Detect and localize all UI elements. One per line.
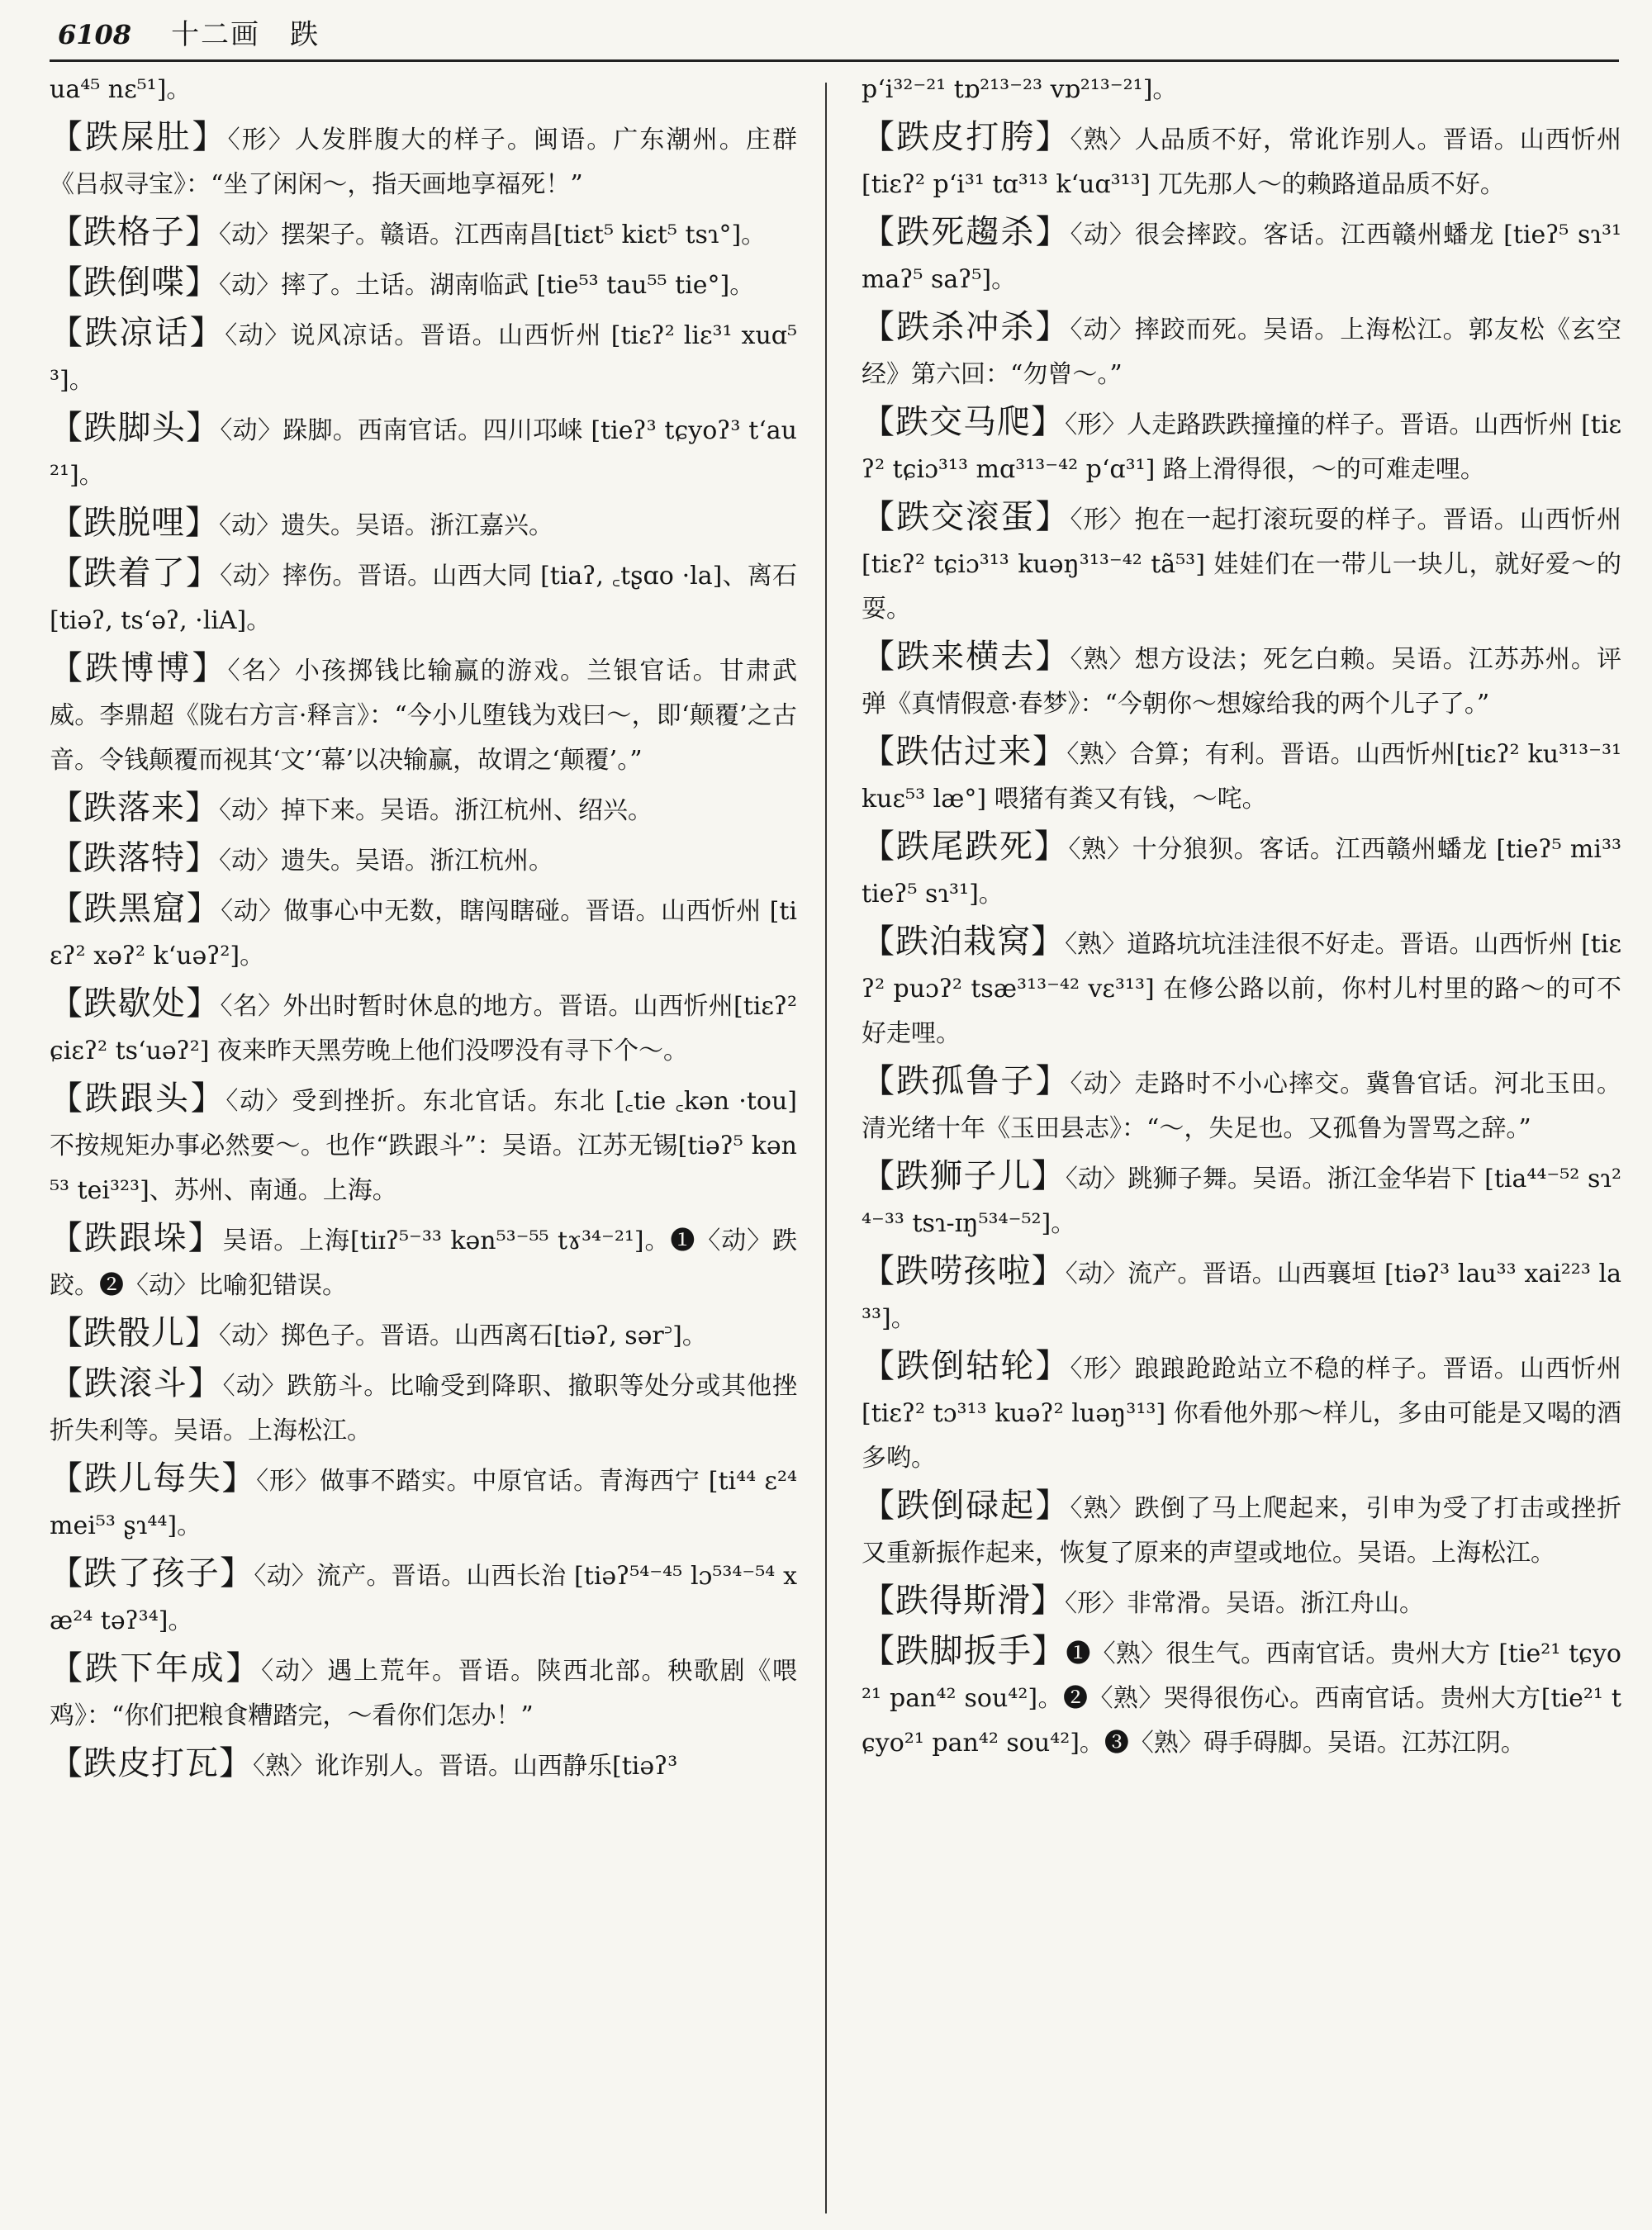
entry-definition: 〈动〉流产。晋语。山西长治 [tiəʔ⁵⁴⁻⁴⁵ lɔ⁵³⁴⁻⁵⁴ xæ²⁴ təʔ³⁴]。 (50, 1562, 797, 1635)
dictionary-entry (862, 1629, 1621, 1766)
entry-definition: p‘i³²⁻²¹ tɒ²¹³⁻²³ vɒ²¹³⁻²¹]。 (862, 75, 1178, 104)
entry-definition: 〈动〉受到挫折。东北官话。东北 [꜀tie ꜀kən ·tou] 不按规矩办事必然要～。也作“跌跟斗”：吴语。江苏无锡[tiəʔ⁵ kən⁵³ tei³²³]、苏州、南通。上海。 (50, 1087, 797, 1205)
entry-definition: 〈名〉外出时暂时休息的地方。晋语。山西忻州[tiɛʔ² ɕiɛʔ² ts‘uəʔ²] 夜来昨天黑劳晚上他们没啰没有寻下个～。 (50, 992, 798, 1065)
dictionary-entry (50, 646, 797, 783)
entry-headword: 【跌唠孩啦】 (862, 1252, 1066, 1290)
page-running-title: 十二画 跌 (171, 18, 320, 51)
entry-headword: 【跌格子】 (50, 213, 219, 251)
entry-headword: 【跌凉话】 (50, 314, 225, 352)
entry-definition: 〈形〉抱在一起打滚玩耍的样子。晋语。山西忻州 [tiɛʔ² tɕiɔ³¹³ kuəŋ³¹³⁻⁴² tã⁵³] 娃娃们在一带儿一块儿，就好爱～的耍。 (862, 505, 1622, 624)
dictionary-entry (50, 68, 797, 112)
entry-definition: 〈形〉人走路跌跌撞撞的样子。晋语。山西忻州 [tiɛʔ² tɕiɔ³¹³ mɑ³¹³⁻⁴² p‘ɑ³¹] 路上滑得很，～的可难走哩。 (862, 410, 1621, 484)
entry-headword: 【跌皮打瓦】 (50, 1744, 253, 1782)
dictionary-entry (50, 551, 797, 643)
entry-headword: 【跌脚头】 (50, 409, 221, 447)
entry-definition: 〈熟〉讹诈别人。晋语。山西静乐[tiəʔ³ (253, 1752, 678, 1781)
entry-definition: 〈动〉跳狮子舞。吴语。浙江金华岩下 [tia⁴⁴⁻⁵² sɿ²⁴⁻³³ tsɿ-ɪŋ⁵³⁴⁻⁵²]。 (862, 1165, 1621, 1238)
left-column (50, 68, 797, 1791)
page-number: 6108 (58, 19, 132, 50)
dictionary-entry (50, 406, 797, 498)
entry-definition: 〈动〉遇上荒年。晋语。陕西北部。秧歌剧《喂鸡》：“你们把粮食糟踏完，～看你们怎办！” (50, 1657, 798, 1730)
dictionary-entry (862, 919, 1621, 1056)
dictionary-entry (862, 1249, 1621, 1341)
entry-headword: 【跌孤鲁子】 (862, 1062, 1070, 1100)
dictionary-entry (50, 1456, 797, 1549)
entry-definition: 〈熟〉道路坑坑洼洼很不好走。晋语。山西忻州 [tiɛʔ² puɔʔ² tsæ³¹³⁻⁴² vɛ³¹³] 在修公路以前，你村儿村里的路～的可不好走哩。 (862, 930, 1621, 1048)
entry-headword: 【跌倒喋】 (50, 263, 219, 301)
entry-headword: 【跌估过来】 (862, 733, 1067, 771)
page-header (58, 12, 1619, 55)
entry-definition: 〈动〉摔跤而死。吴语。上海松江。郭友松《玄空经》第六回：“勿曾～。” (862, 316, 1622, 389)
entry-definition: 〈名〉小孩掷钱比输赢的游戏。兰银官话。甘肃武威。李鼎超《陇右方言·释言》：“今小儿堕钱为戏曰～，即‘颠覆’之古音。令钱颠覆而视其‘文’‘幕’以决输赢，故谓之‘颠覆’。” (50, 657, 798, 775)
entry-definition: 〈动〉跌筋斗。比喻受到降职、撤职等处分或其他挫折失利等。吴语。上海松江。 (50, 1372, 798, 1445)
dictionary-entry (50, 1551, 797, 1644)
entry-headword: 【跌骰儿】 (50, 1314, 219, 1352)
entry-headword: 【跌脚扳手】 (862, 1632, 1066, 1670)
dictionary-entry (50, 1076, 797, 1213)
entry-headword: 【跌来横去】 (862, 638, 1070, 676)
entry-headword: 【跌下年成】 (50, 1649, 262, 1687)
dictionary-entry (862, 1578, 1621, 1626)
entry-definition: 〈动〉很会摔跤。客话。江西赣州蟠龙 [tieʔ⁵ sɿ³¹ maʔ⁵ saʔ⁵]。 (862, 221, 1622, 294)
dictionary-entry (50, 981, 797, 1074)
dictionary-entry (862, 1483, 1621, 1576)
dictionary-entry (50, 1741, 797, 1789)
entry-headword: 【跌博博】 (50, 649, 228, 687)
entry-headword: 【跌落特】 (50, 839, 219, 877)
dictionary-entry (862, 68, 1621, 112)
header-rule (50, 59, 1619, 62)
entry-definition: 〈动〉遗失。吴语。浙江杭州。 (219, 847, 553, 875)
dictionary-entry (862, 400, 1621, 492)
dictionary-entry (50, 311, 797, 403)
dictionary-entry (862, 1059, 1621, 1151)
column-divider (825, 83, 827, 2213)
entry-definition: 〈熟〉跌倒了马上爬起来，引申为受了打击或挫折又重新振作起来，恢复了原来的声望或地位。吴语。上海松江。 (862, 1494, 1622, 1568)
entry-definition: 〈形〉非常滑。吴语。浙江舟山。 (1065, 1589, 1424, 1618)
entry-definition: 〈动〉掷色子。晋语。山西离石[tiəʔ, sər꜄]。 (219, 1321, 707, 1350)
entry-definition: 〈形〉踉踉跄跄站立不稳的样子。晋语。山西忻州 [tiɛʔ² tɔ³¹³ kuəʔ² luəŋ³¹³] 你看他外那～样儿，多由可能是又喝的酒多哟。 (862, 1355, 1622, 1473)
entry-definition: 〈动〉流产。晋语。山西襄垣 [tiəʔ³ lau³³ xai²²³ la³³]。 (862, 1260, 1621, 1333)
entry-definition: 〈动〉摔伤。晋语。山西大同 [tiaʔ, ꜀tʂɑo ·la]、离石 [tiəʔ, ts‘əʔ, ·liA]。 (50, 562, 798, 635)
entry-definition: ❶〈熟〉很生气。西南官话。贵州大方 [tie²¹ tɕyo²¹ pan⁴² sou⁴²]。❷〈熟〉哭得很伤心。西南官话。贵州大方[tie²¹ tɕyo²¹ pan⁴² sou⁴²]。❸〈熟〉碍手碍脚。吴语。江苏江阴。 (862, 1639, 1621, 1758)
entry-headword: 【跌跟头】 (50, 1079, 226, 1117)
entry-headword: 【跌杀冲杀】 (862, 308, 1070, 346)
entry-definition: 〈熟〉人品质不好，常讹诈别人。晋语。山西忻州 [tiɛʔ² p‘i³¹ tɑ³¹³ k‘uɑ³¹³] 兀先那人～的赖路道品质不好。 (862, 126, 1622, 199)
dictionary-entry (50, 886, 797, 979)
dictionary-entry (862, 115, 1621, 207)
dictionary-entry (862, 210, 1621, 302)
entry-headword: 【跌死趨杀】 (862, 213, 1070, 251)
entry-definition: 〈形〉做事不踏实。中原官话。青海西宁 [ti⁴⁴ ɛ²⁴ mei⁵³ ʂɿ⁴⁴]。 (50, 1467, 798, 1540)
entry-definition: 〈熟〉十分狼狈。客话。江西赣州蟠龙 [tieʔ⁵ mi³³ tieʔ⁵ sɿ³¹]。 (862, 835, 1621, 909)
entry-headword: 【跌屎肚】 (50, 118, 228, 156)
dictionary-entry (862, 824, 1621, 917)
entry-definition: 〈动〉做事心中无数，瞎闯瞎碰。晋语。山西忻州 [tiɛʔ² xəʔ² k‘uəʔ²]。 (50, 897, 798, 970)
entry-headword: 【跌跟垛】 (50, 1219, 223, 1257)
entry-headword: 【跌歇处】 (50, 985, 221, 1022)
entry-definition: 吴语。上海[tiɪʔ⁵⁻³³ kən⁵³⁻⁵⁵ tɤ³⁴⁻²¹]。❶〈动〉跌跤。❷〈动〉比喻犯错误。 (50, 1226, 798, 1300)
entry-definition: 〈动〉说风凉话。晋语。山西忻州 [tiɛʔ² liɛ³¹ xuɑ⁵³]。 (50, 321, 797, 395)
entry-headword: 【跌交马爬】 (862, 403, 1066, 441)
dictionary-entry (862, 305, 1621, 397)
right-column (862, 68, 1621, 1768)
dictionary-entry (862, 729, 1621, 822)
entry-definition: 〈形〉人发胖腹大的样子。闽语。广东潮州。庄群《吕叔寻宝》：“坐了闲闲～，指天画地享福死！” (50, 126, 798, 199)
dictionary-entry (50, 115, 797, 207)
dictionary-entry (50, 785, 797, 833)
dictionary-entry (50, 836, 797, 884)
entry-headword: 【跌了孩子】 (50, 1554, 254, 1592)
entry-headword: 【跌黑窟】 (50, 890, 221, 928)
entry-headword: 【跌皮打胯】 (862, 118, 1070, 156)
entry-headword: 【跌交滚蛋】 (862, 498, 1070, 536)
dictionary-entry (50, 1311, 797, 1359)
dictionary-entry (862, 1154, 1621, 1246)
dictionary-entry (50, 1646, 797, 1739)
entry-definition: 〈动〉走路时不小心摔交。冀鲁官话。河北玉田。清光绪十年《玉田县志》：“～，失足也。又孤鲁为詈骂之辞。” (862, 1070, 1622, 1143)
entry-definition: ua⁴⁵ nɛ⁵¹]。 (50, 75, 192, 104)
dictionary-entry (50, 260, 797, 308)
entry-definition: 〈动〉跺脚。西南官话。四川邛崃 [tieʔ³ tɕyoʔ³ t‘au²¹]。 (50, 416, 797, 490)
entry-headword: 【跌狮子儿】 (862, 1157, 1066, 1195)
entry-headword: 【跌倒碌起】 (862, 1487, 1070, 1525)
dictionary-entry (862, 634, 1621, 727)
entry-definition: 〈动〉摆架子。赣语。江西南昌[tiɛt⁵ kiɛt⁵ tsɿ°]。 (219, 221, 767, 249)
entry-definition: 〈动〉遗失。吴语。浙江嘉兴。 (219, 511, 553, 540)
entry-headword: 【跌泊栽窝】 (862, 923, 1066, 961)
dictionary-entry (50, 1216, 797, 1308)
entry-definition: 〈动〉摔了。土话。湖南临武 [tie⁵³ tau⁵⁵ tie°]。 (219, 271, 755, 300)
entry-definition: 〈动〉掉下来。吴语。浙江杭州、绍兴。 (219, 796, 653, 825)
dictionary-entry (862, 1344, 1621, 1481)
entry-headword: 【跌尾跌死】 (862, 828, 1069, 866)
entry-headword: 【跌落来】 (50, 789, 219, 827)
dictionary-entry (862, 495, 1621, 632)
dictionary-entry (50, 1361, 797, 1454)
entry-definition: 〈熟〉想方设法；死乞白赖。吴语。江苏苏州。评弹《真情假意·春梦》：“今朝你～想嫁给我的两个儿子了。” (862, 645, 1622, 719)
entry-headword: 【跌倒轱轮】 (862, 1347, 1070, 1385)
entry-headword: 【跌儿每失】 (50, 1459, 257, 1497)
entry-headword: 【跌着了】 (50, 554, 221, 592)
dictionary-entry (50, 210, 797, 258)
entry-headword: 【跌脱哩】 (50, 504, 219, 542)
entry-headword: 【跌得斯滑】 (862, 1582, 1065, 1620)
dictionary-entry (50, 501, 797, 548)
entry-definition: 〈熟〉合算；有利。晋语。山西忻州[tiɛʔ² ku³¹³⁻³¹ kuɛ⁵³ læ°] 喂猪有粪又有钱，～咤。 (862, 740, 1621, 814)
entry-headword: 【跌滚斗】 (50, 1364, 223, 1402)
